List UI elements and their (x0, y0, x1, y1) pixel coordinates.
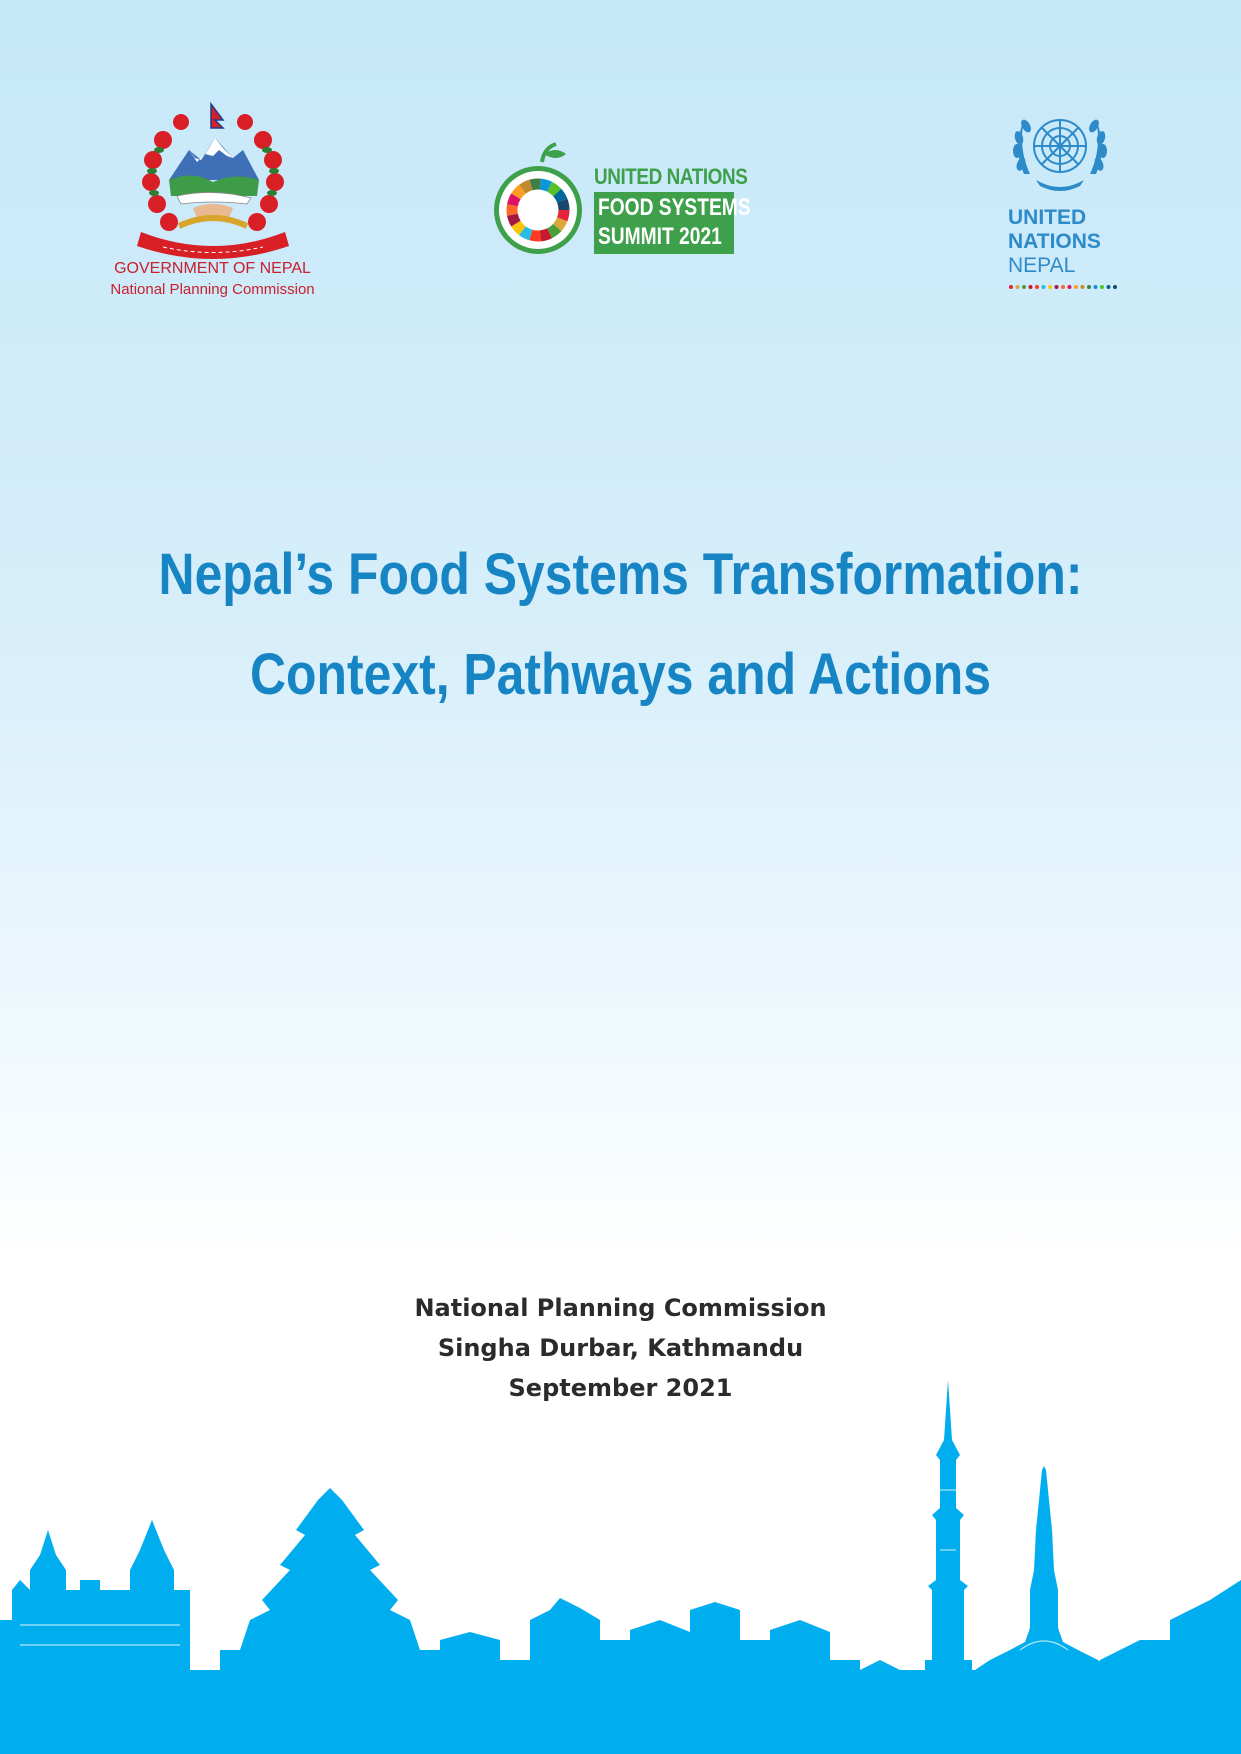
title-line-1: Nepal’s Food Systems Transformation: (158, 542, 1083, 607)
commission-name: National Planning Commission (110, 281, 315, 298)
fss-title-box (594, 192, 751, 254)
un-united: UNITED (1008, 206, 1087, 229)
government-of-nepal-logo (105, 100, 320, 305)
un-nepal-logo (1000, 104, 1150, 304)
nepal-emblem-icon (123, 100, 303, 260)
sdg-wheel-apple-icon (490, 140, 590, 260)
publication-date: September 2021 (508, 1374, 733, 1402)
government-name: GOVERNMENT OF NEPAL (114, 260, 311, 277)
un-nepal: NEPAL (1008, 254, 1076, 277)
fss-food-systems: FOOD SYSTEMS (598, 194, 751, 221)
un-emblem-icon (1006, 104, 1114, 196)
publisher-name: National Planning Commission (414, 1294, 827, 1322)
sdg-color-dots (1008, 284, 1118, 290)
un-nations: NATIONS (1008, 230, 1101, 253)
document-title (0, 525, 1241, 725)
title-line-2: Context, Pathways and Actions (250, 642, 991, 707)
fss-summit-2021: SUMMIT 2021 (598, 223, 722, 250)
fss-united-nations: UNITED NATIONS (594, 164, 748, 189)
food-systems-summit-logo (490, 140, 750, 260)
publisher-address: Singha Durbar, Kathmandu (437, 1334, 804, 1362)
kathmandu-skyline-illustration (0, 1370, 1241, 1754)
